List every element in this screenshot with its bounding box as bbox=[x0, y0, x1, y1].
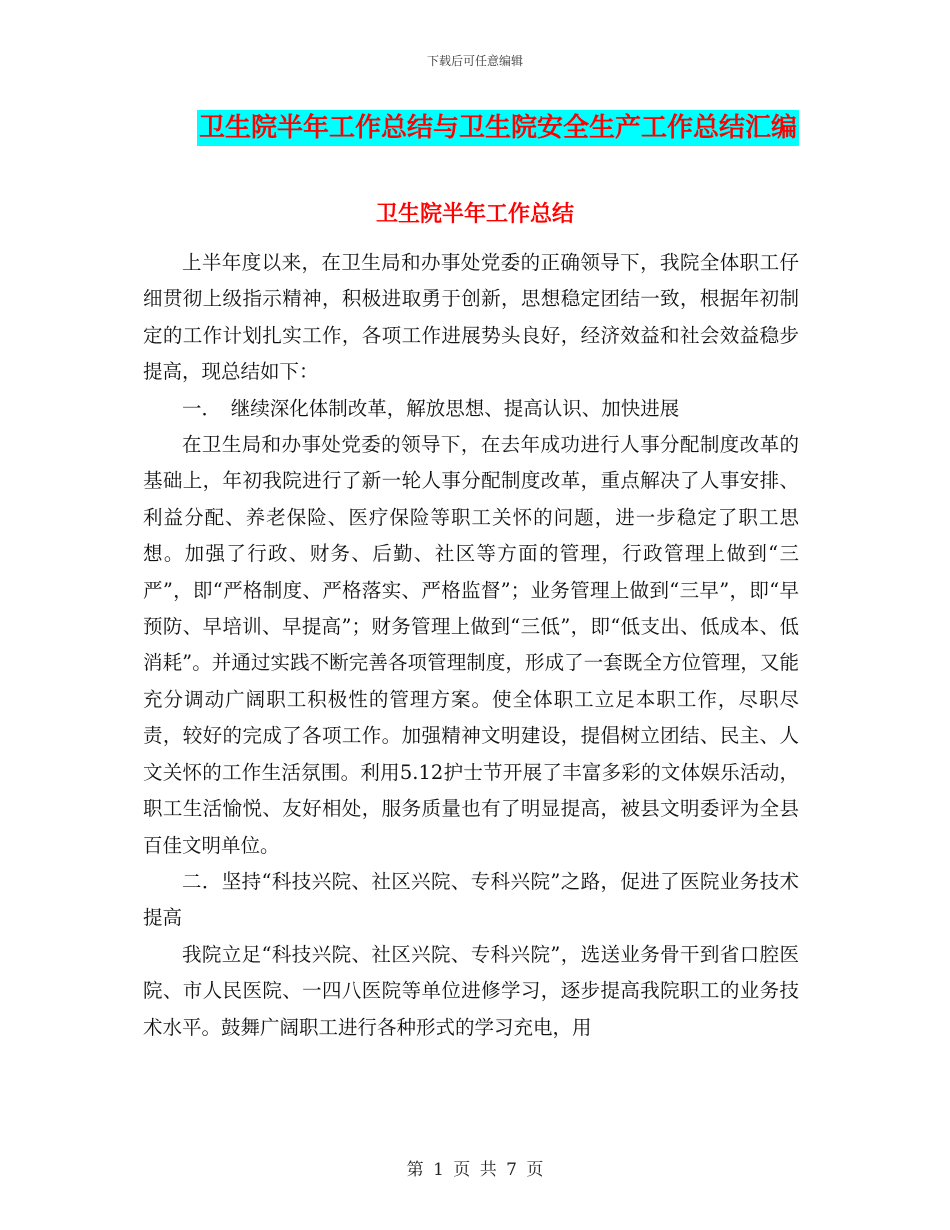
page-header-note: 下载后可任意编辑 bbox=[426, 54, 523, 68]
main-title-container bbox=[0, 110, 950, 146]
paragraph-reform: 在卫生局和办事处党委的领导下，在去年成功进行人事分配制度改革的基础上，年初我院进行了新一轮人事分配制度改革，重点解决了人事安排、利益分配、养老保险、医疗保险等职工关怀的问题，进一步稳定了职工思想。加强了行政、财务、后勤、社区等方面的管理，行政管理上做到“三严”，即“严格制度、严格落实、严格监督”；业务管理上做到“三早”，即“早预防、早培训、早提高”；财务管理上做到“三低”，即“低支出、低成本、低消耗”。并通过实践不断完善各项管理制度，形成了一套既全方位管理，又能充分调动广阔职工积极性的管理方案。使全体职工立足本职工作，尽职尽责，较好的完成了各项工作。加强精神文明建设，提倡树立团结、民主、人文关怀的工作生活氛围。利用5.12护士节开展了丰富多彩的文体娱乐活动，职工生活愉悦、友好相处，服务质量也有了明显提高，被县文明委评为全县百佳文明单位。 bbox=[143, 433, 799, 857]
paragraph-intro: 上半年度以来，在卫生局和办事处党委的正确领导下，我院全体职工仔细贯彻上级指示精神，积极进取勇于创新，思想稳定团结一致，根据年初制定的工作计划扎实工作，各项工作进展势头良好，经济效益和社会效益稳步提高，现总结如下： bbox=[143, 251, 799, 384]
page-number: 第 1 页 共 7 页 bbox=[406, 1160, 544, 1180]
paragraph-heading-2: 二．坚持“科技兴院、社区兴院、专科兴院”之路，促进了医院业务技术提高 bbox=[143, 869, 799, 930]
document-body bbox=[143, 245, 799, 1046]
paragraph-heading-1: 一． 继续深化体制改革，解放思想、提高认识、加快进展 bbox=[182, 396, 680, 420]
main-title: 卫生院半年工作总结与卫生院安全生产工作总结汇编 bbox=[197, 110, 799, 146]
section-title: 卫生院半年工作总结 bbox=[375, 202, 574, 227]
paragraph-technology: 我院立足“科技兴院、社区兴院、专科兴院”，选送业务骨干到省口腔医院、市人民医院、一四八医院等单位进修学习，逐步提高我院职工的业务技术水平。鼓舞广阔职工进行各种形式的学习充电，用 bbox=[143, 942, 799, 1039]
